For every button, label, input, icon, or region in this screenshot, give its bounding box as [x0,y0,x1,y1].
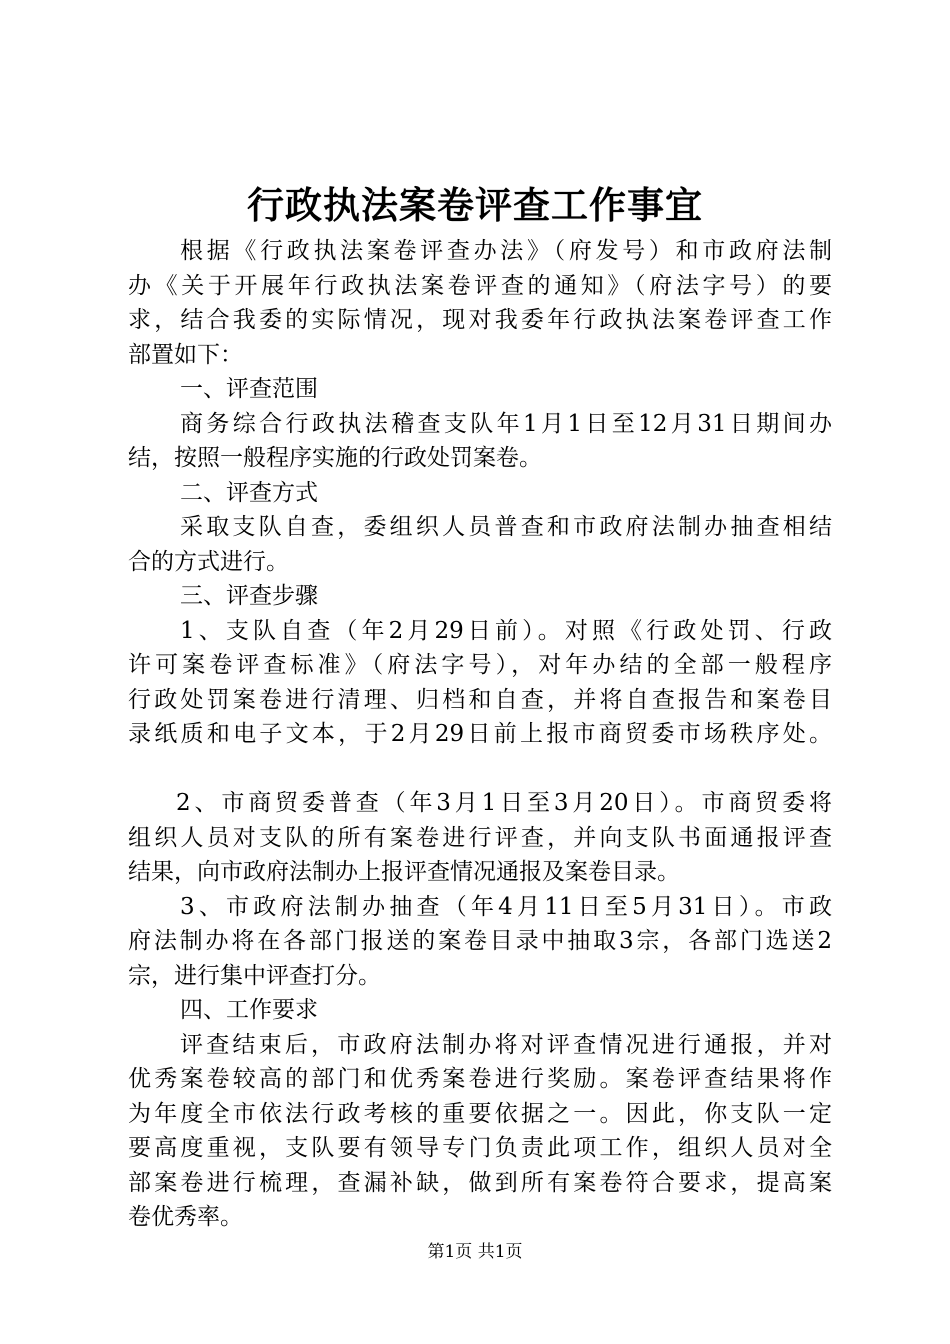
paragraph-line: 2、市商贸委普查（年3月1日至3月20日）。市商贸委将 [176,790,832,816]
paragraph-line: 商务综合行政执法稽查支队年1月1日至12月31日期间办 [180,410,832,437]
section-heading: 三、评查步骤 [180,583,318,609]
paragraph-gap [128,752,832,787]
document-title: 行政执法案卷评查工作事宜 [247,183,703,227]
section-heading: 四、工作要求 [180,997,318,1023]
paragraph-line: 3、市政府法制办抽查（年4月11日至5月31日）。市政 [180,893,832,920]
paragraph-line: 行政处罚案卷进行清理、归档和自查，并将自查报告和案卷目 [128,686,832,713]
paragraph-line: 1、支队自查（年2月29日前）。对照《行政处罚、行政 [180,617,832,644]
document-body [128,234,832,1235]
paragraph-line: 评查结束后，市政府法制办将对评查情况进行通报，并对 [180,1031,832,1058]
page-number-footer: 第1页 共1页 [427,1242,523,1262]
paragraph-line: 要高度重视，支队要有领导专门负责此项工作，组织人员对全 [128,1135,832,1161]
paragraph-line: 根据《行政执法案卷评查办法》（府发号）和市政府法制 [180,238,832,264]
paragraph-line: 办《关于开展年行政执法案卷评查的通知》（府法字号）的要 [128,272,832,299]
paragraph-line: 结果，向市政府法制办上报评查情况通报及案卷目录。 [128,859,680,885]
paragraph-line: 采取支队自查，委组织人员普查和市政府法制办抽查相结 [180,514,832,540]
paragraph-line: 合的方式进行。 [128,548,289,575]
paragraph-line: 宗，进行集中评查打分。 [128,962,381,989]
paragraph-line: 部案卷进行梳理，查漏补缺，做到所有案卷符合要求，提高案 [128,1169,832,1196]
paragraph-line: 为年度全市依法行政考核的重要依据之一。因此，你支队一定 [128,1100,832,1127]
paragraph-line: 录纸质和电子文本，于2月29日前上报市商贸委市场秩序处。 [128,721,832,747]
paragraph-line: 结，按照一般程序实施的行政处罚案卷。 [128,445,542,471]
paragraph-line: 许可案卷评查标准》（府法字号），对年办结的全部一般程序 [128,652,832,678]
paragraph-line: 卷优秀率。 [128,1204,243,1230]
paragraph-line: 求，结合我委的实际情况，现对我委年行政执法案卷评查工作 [128,307,832,333]
paragraph-line: 部置如下： [128,341,243,368]
section-heading: 一、评查范围 [180,376,318,402]
paragraph-line: 组织人员对支队的所有案卷进行评查，并向支队书面通报评查 [128,824,832,851]
section-heading: 二、评查方式 [180,479,318,506]
paragraph-line: 优秀案卷较高的部门和优秀案卷进行奖励。案卷评查结果将作 [128,1066,832,1092]
paragraph-line: 府法制办将在各部门报送的案卷目录中抽取3宗，各部门选送2 [128,928,832,954]
